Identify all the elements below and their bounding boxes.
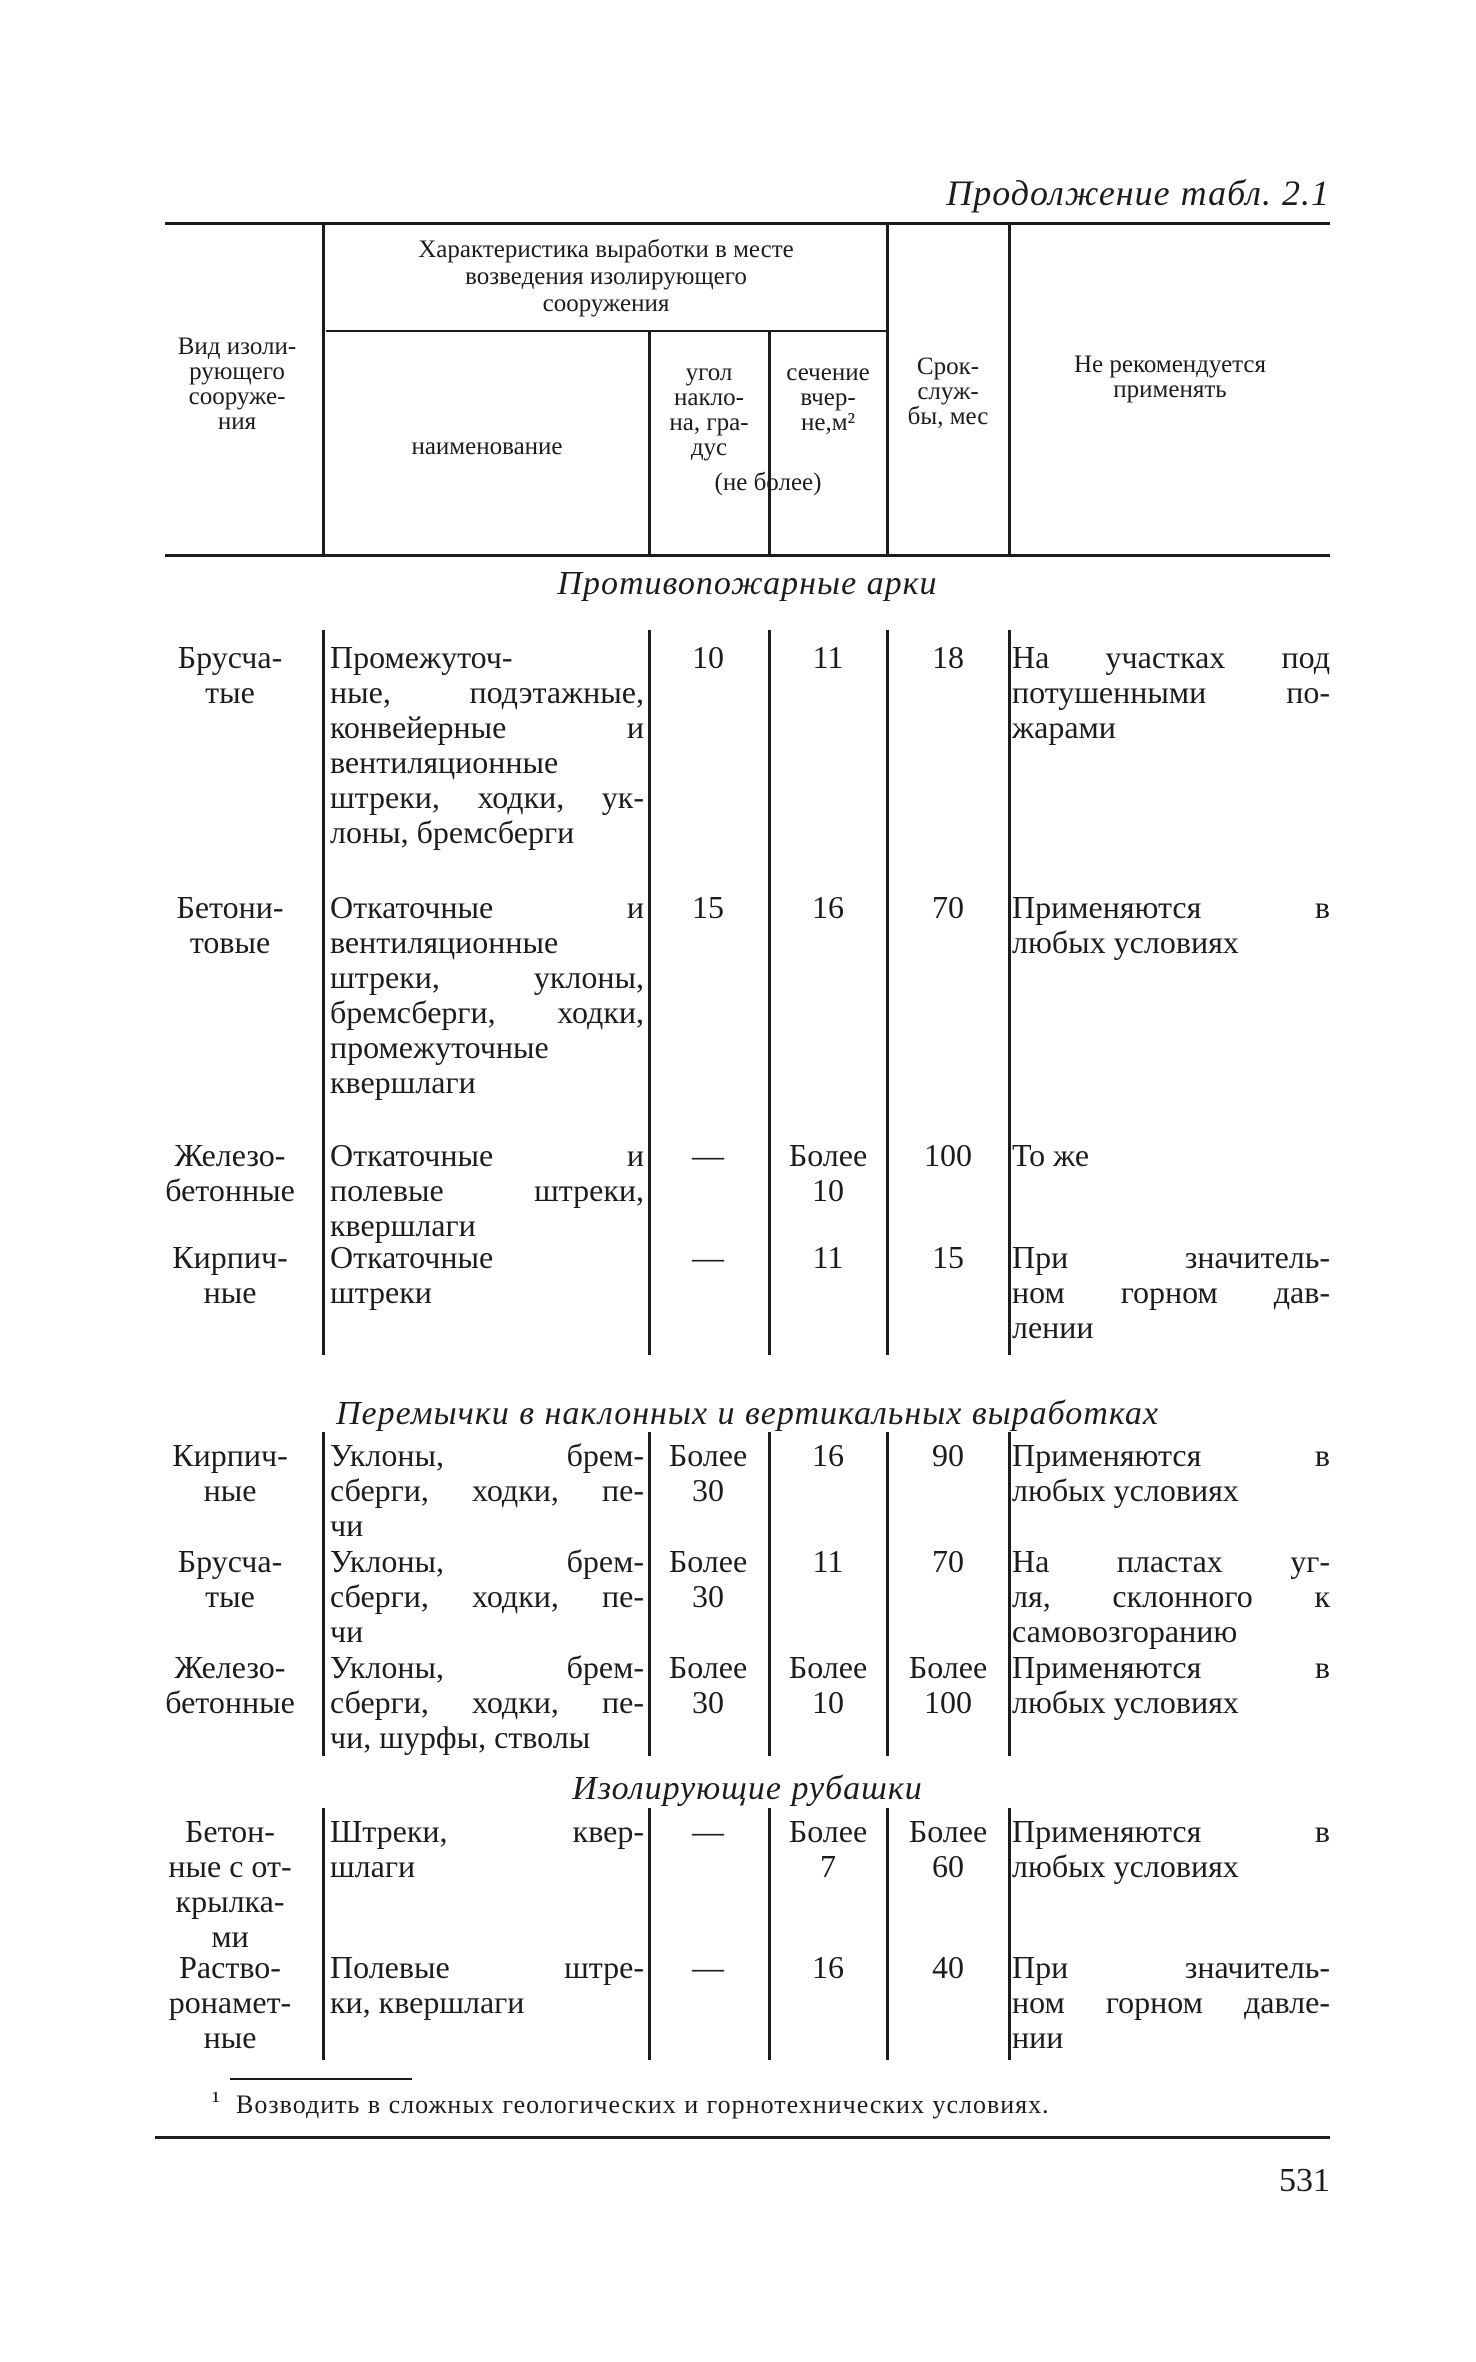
header-label: возведения изолирующего [465,263,747,290]
cell-section: Более [788,1649,868,1685]
cell-section: 11 [812,1239,844,1275]
column-divider [648,1808,651,2060]
column-divider [768,1808,771,2060]
column-divider [1008,1432,1011,1756]
cell-type: Железо- [174,1137,286,1173]
cell-note: потушенными по- [1012,674,1330,710]
cell-section: 16 [812,1949,844,1985]
cell-type: крылка- [175,1883,285,1919]
header-label: Не рекомендуется [1073,351,1266,378]
header-group-rule [326,330,886,332]
header-label: вчер- [800,384,856,411]
cell-type: Кирпич- [172,1239,288,1275]
column-divider [648,1432,651,1756]
cell-note: Применяются в [1012,1813,1330,1849]
cell-type: Бетони- [176,889,284,925]
cell-note: любых условиях [1012,1684,1239,1720]
cell-life: 60 [932,1848,964,1884]
cell-angle: 30 [692,1472,724,1508]
cell-name: Уклоны, брем- [330,1543,644,1579]
header-label: сооружения [542,290,670,317]
column-divider [322,1808,325,2060]
cell-note: Применяются в [1012,1437,1330,1473]
cell-name: конвейерные и [330,709,644,745]
cell-angle: — [692,1239,724,1275]
cell-life: Более [908,1649,988,1685]
header-label: Характеристика выработки в месте [418,236,794,263]
cell-name: Штреки, квер- [330,1813,644,1849]
cell-name: Откаточные и [330,1137,644,1173]
cell-note: ля, склонного к [1012,1578,1330,1614]
cell-type: Кирпич- [172,1437,288,1473]
column-divider [886,630,889,1355]
footnote: Возводить в сложных геологических и горнотехнических условиях. [236,2090,1050,2119]
cell-angle: 30 [692,1684,724,1720]
section-title: Противопожарные арки [557,565,938,602]
cell-type: бетонные [165,1684,295,1720]
cell-name: чи, шурфы, стволы [330,1719,591,1755]
cell-type: ные [203,1274,257,1310]
cell-note: При значитель- [1012,1949,1330,1985]
cell-type: тые [205,1578,255,1614]
column-divider [322,630,325,1355]
header-label: ния [217,408,257,435]
header-label: дус [690,434,728,461]
cell-type: Железо- [174,1649,286,1685]
cell-name: ные, подэтажные, [330,674,644,710]
cell-name: чи [330,1613,364,1649]
cell-name: штреки, уклоны, [330,959,644,995]
cell-angle: Более [668,1543,748,1579]
cell-section: 10 [812,1684,844,1720]
header-label: сечение [786,359,870,386]
cell-type: тые [205,674,255,710]
cell-note: нии [1012,2019,1064,2055]
cell-name: Откаточные и [330,889,644,925]
cell-angle: Более [668,1437,748,1473]
header-label: применять [1113,376,1227,403]
cell-note: ном горном дав- [1012,1274,1330,1310]
header-label: угол [685,359,733,386]
cell-type: ные [203,1472,257,1508]
column-divider [322,1432,325,1756]
cell-angle: — [692,1137,724,1173]
header-label: на, гра- [669,409,749,436]
column-divider [768,630,771,1355]
cell-name: ки, квершлаги [330,1984,525,2020]
cell-type: Брусча- [177,639,283,675]
cell-name: Уклоны, брем- [330,1437,644,1473]
cell-name: Промежуточ- [330,639,513,675]
cell-note: ном горном давле- [1012,1984,1330,2020]
cell-type: Бетон- [185,1813,275,1849]
cell-type: бетонные [165,1172,295,1208]
cell-type: товые [189,924,271,960]
cell-name: чи [330,1507,364,1543]
cell-name: бремсберги, ходки, [330,994,644,1030]
cell-life: 18 [932,639,964,675]
column-divider [1008,1808,1011,2060]
cell-type: ные [203,2019,257,2055]
cell-note: При значитель- [1012,1239,1330,1275]
cell-name: Уклоны, брем- [330,1649,644,1685]
cell-note: Применяются в [1012,1649,1330,1685]
cell-section: 11 [812,639,844,675]
cell-angle: 30 [692,1578,724,1614]
cell-type: ронамет- [168,1984,292,2020]
header-label: рующего [189,358,285,385]
page-number: 531 [1279,2162,1330,2199]
cell-life: 100 [924,1137,972,1173]
section-title: Изолирующие рубашки [572,1770,923,1807]
cell-name: квершлаги [330,1064,476,1100]
header-label: бы, мес [907,403,989,430]
cell-name: сберги, ходки, пе- [330,1684,644,1720]
bottom-rule [155,2136,1330,2139]
cell-note: любых условиях [1012,924,1239,960]
table-caption: Продолжение табл. 2.1 [946,173,1330,213]
cell-note: Применяются в [1012,889,1330,925]
footnote-rule [230,2078,412,2080]
cell-life: 100 [924,1684,972,1720]
cell-life: Более [908,1813,988,1849]
cell-name: квершлаги [330,1207,476,1243]
cell-name: шлаги [330,1848,416,1884]
header-bottom-rule [165,554,1330,557]
cell-angle: Более [668,1649,748,1685]
cell-life: 70 [932,889,964,925]
header-label: Срок- [916,353,980,380]
header-label: наименование [411,433,563,460]
cell-type: Брусча- [177,1543,283,1579]
cell-note: На пластах уг- [1012,1543,1330,1579]
cell-name: сберги, ходки, пе- [330,1578,644,1614]
column-divider [648,630,651,1355]
cell-section: Более [788,1813,868,1849]
cell-note: жарами [1012,709,1116,745]
cell-life: 70 [932,1543,964,1579]
cell-life: 40 [932,1949,964,1985]
header-label: сооруже- [188,383,286,410]
header-divider [322,224,325,554]
header-top-rule [165,222,1330,225]
cell-angle: 10 [692,639,724,675]
cell-name: полевые штреки, [330,1172,644,1208]
column-divider [1008,630,1011,1355]
cell-name: Полевые штре- [330,1949,644,1985]
column-divider [886,1432,889,1756]
cell-angle: 15 [692,889,724,925]
cell-name: лоны, бремсберги [330,814,575,850]
cell-name: Откаточные [330,1239,494,1275]
column-divider [768,1432,771,1756]
cell-note: То же [1012,1137,1090,1173]
header-label: не,м² [800,409,856,436]
cell-life: 90 [932,1437,964,1473]
cell-name: штреки [330,1274,432,1310]
cell-name: штреки, ходки, ук- [330,779,644,815]
cell-section: 11 [812,1543,844,1579]
cell-angle: — [692,1813,724,1849]
cell-note: лении [1012,1309,1094,1345]
cell-section: 10 [812,1172,844,1208]
cell-type: Раство- [179,1949,281,1985]
header-label: служ- [917,378,979,405]
header-label: накло- [674,384,744,411]
cell-note: любых условиях [1012,1848,1239,1884]
cell-section: Более [788,1137,868,1173]
section-title: Перемычки в наклонных и вертикальных выработках [336,1395,1159,1432]
cell-section: 16 [812,889,844,925]
footnote-mark: ¹ [212,2086,221,2115]
cell-name: вентиляционные [330,744,559,780]
cell-name: вентиляционные [330,924,559,960]
header-label: (не более) [714,469,822,496]
cell-note: любых условиях [1012,1472,1239,1508]
cell-section: 16 [812,1437,844,1473]
cell-type: ные с от- [168,1848,292,1884]
cell-note: На участках под [1012,639,1330,675]
cell-note: самовозгоранию [1012,1613,1238,1649]
cell-type: ми [211,1918,249,1954]
cell-life: 15 [932,1239,964,1275]
cell-angle: — [692,1949,724,1985]
cell-name: сберги, ходки, пе- [330,1472,644,1508]
column-divider [886,1808,889,2060]
header-label: Вид изоли- [177,333,297,360]
cell-section: 7 [820,1848,836,1884]
cell-name: промежуточные [330,1029,549,1065]
